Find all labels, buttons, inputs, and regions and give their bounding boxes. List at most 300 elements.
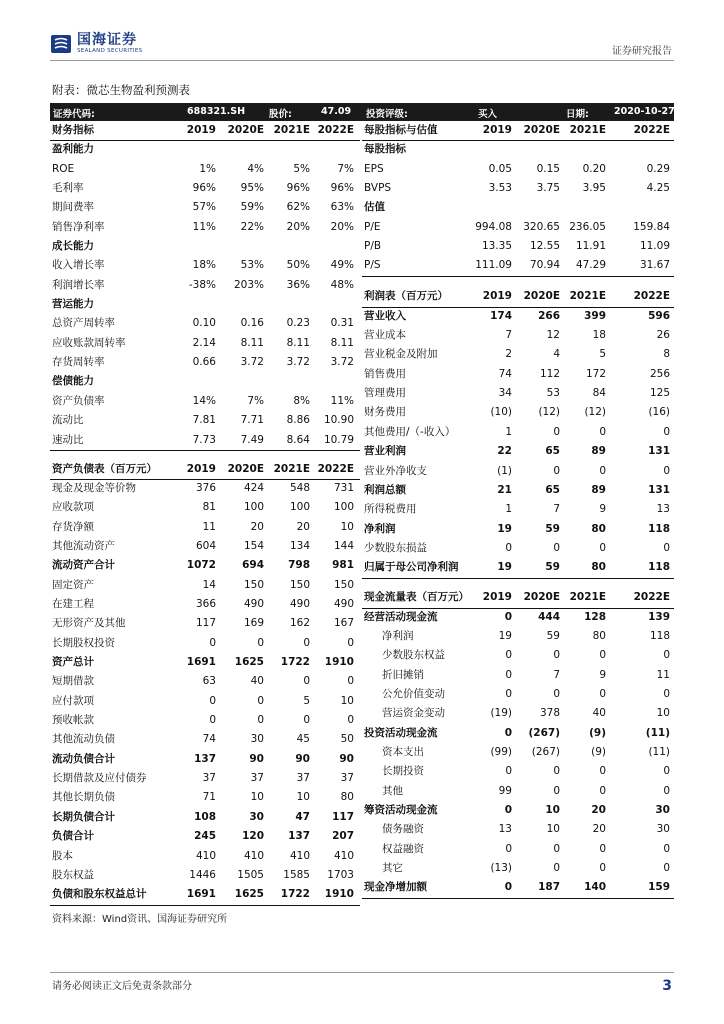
cell-value: (19) [490,707,512,720]
cell-value: 0 [599,765,606,778]
cell-value: 0 [504,804,512,817]
row-label: 现金净增加额 [364,881,427,894]
section-row [362,140,674,159]
table-row [50,334,360,353]
row-label: 流动比 [52,414,84,427]
table-row [362,724,674,743]
cell-value: 10.90 [323,414,354,427]
cell-value: 26 [656,329,670,342]
row-label: 估值 [364,201,385,214]
row-label: 营业外净收支 [364,464,427,477]
row-label: 无形资产及其他 [52,617,126,630]
table-bottom-rule [362,276,674,277]
cell-value: 0 [257,636,264,649]
page-number: 3 [662,978,672,994]
year-header: 2020E [227,124,264,136]
table-row [50,392,360,411]
row-label: P/E [364,220,381,233]
cell-value: 40 [592,707,606,720]
header-rule [50,140,360,141]
year-header: 2021E [569,290,606,303]
table-row [50,750,360,769]
row-label: 预收帐款 [52,714,94,727]
cell-value: 31.67 [639,259,670,272]
table-row [50,672,360,691]
cell-value: 7.71 [240,414,264,427]
cell-value: (10) [490,406,512,419]
row-label: 每股指标 [364,143,406,156]
appendix-title: 附表：微芯生物盈利预测表 [52,83,190,97]
section-row [50,295,360,314]
section-row [362,198,674,217]
cell-value: 34 [498,387,512,400]
cell-value: 604 [195,540,216,552]
cell-value: 12.55 [529,240,560,253]
cell-value: 13 [656,503,670,516]
table-row [362,820,674,839]
row-label: 资产负债率 [52,394,105,407]
cell-value: 1691 [186,656,216,669]
cell-value: 10 [296,791,310,804]
year-header: 2020E [227,462,264,475]
cell-value: 4.25 [646,182,670,195]
row-label: 负债和股东权益总计 [52,888,147,901]
cell-value: 7 [553,668,560,681]
cell-value: 187 [538,881,560,894]
row-label: 股东权益 [52,868,94,881]
cash-flow-table [362,588,674,898]
cell-value: 0 [553,842,560,855]
row-label: 净利润 [382,629,414,642]
table-row [362,840,674,859]
cell-value: 89 [591,483,606,496]
table-row [50,827,360,846]
cell-value: 4 [553,348,560,361]
table-row [50,576,360,595]
table-header-row [50,460,360,479]
table-row [362,539,674,558]
cell-value: 320.65 [523,220,560,233]
cell-value: 1691 [186,888,216,901]
row-label: 应收款项 [52,501,94,514]
cell-value: 0 [209,636,216,649]
cell-value: 95% [240,182,264,195]
cell-value: 0 [599,425,606,438]
row-label: 长期股权投资 [52,636,115,649]
code-value: 688321.SH [187,106,246,117]
cell-value: 3.75 [536,182,560,195]
cell-value: 7.49 [240,433,264,446]
cell-value: 134 [289,540,310,552]
table-row [362,365,674,384]
price-value: 47.09 [321,106,352,117]
cell-value: 10 [340,520,354,533]
cell-value: 0 [553,688,560,701]
cell-value: 14 [202,578,216,591]
cell-value: 410 [289,849,310,862]
table-row [50,431,360,450]
cell-value: -38% [188,278,216,291]
per-share-valuation-table [362,121,674,276]
cell-value: 10 [340,694,354,707]
cell-value: 90 [249,752,264,765]
cell-value: 1% [199,162,216,175]
cell-value: 11.09 [639,240,670,253]
cell-value: 11.91 [575,240,606,253]
year-header: 2021E [569,124,606,136]
row-label: 利润增长率 [52,278,105,291]
cell-value: 11 [656,668,670,681]
cell-value: (11) [645,726,670,739]
cell-value: 50 [340,733,354,746]
year-header: 2022E [317,462,354,475]
cell-value: 162 [289,617,310,630]
row-label: 营业利润 [364,445,406,458]
cell-value: 125 [649,387,670,400]
row-label: 负债合计 [52,830,94,843]
cell-value: 0 [209,694,216,707]
table-row [362,218,674,237]
cell-value: 596 [648,309,670,322]
cell-value: 1910 [324,656,354,669]
cell-value: 0 [553,765,560,778]
cell-value: 11 [202,520,216,533]
table-row [362,500,674,519]
cell-value: 0 [663,649,670,662]
cell-value: 5% [293,162,310,175]
cell-value: 65 [545,483,560,496]
cell-value: 0 [599,784,606,797]
cell-value: 694 [242,559,264,572]
cell-value: 0 [505,765,512,778]
row-label: 成长能力 [52,240,94,253]
cell-value: 159 [648,881,670,894]
cell-value: 96% [330,182,354,195]
year-header: 2022E [633,591,670,604]
cell-value: 0 [663,862,670,875]
cell-value: 366 [195,598,216,611]
cell-value: 9 [599,668,606,681]
row-label: 资本支出 [382,746,424,759]
year-header: 2020E [523,591,560,604]
cell-value: 150 [289,578,310,591]
row-label: 速动比 [52,433,84,446]
cell-value: 0 [663,541,670,554]
cell-value: 1072 [186,559,216,572]
cell-value: (9) [589,726,606,739]
row-label: 盈利能力 [52,143,94,156]
cell-value: 30 [250,733,264,746]
row-label: ROE [52,162,75,175]
row-label: 长期投资 [382,765,424,778]
cell-value: 0 [347,636,354,649]
cell-value: 118 [648,522,670,535]
row-label: 净利润 [364,522,396,535]
cell-value: 0 [663,464,670,477]
cell-value: 19 [498,629,512,642]
cell-value: (267) [528,726,560,739]
table-row [50,218,360,237]
table-row [50,556,360,575]
cell-value: 0 [599,541,606,554]
cell-value: 9 [599,503,606,516]
cell-value: 112 [539,367,560,380]
cell-value: 71 [202,791,216,804]
cell-value: 0 [553,425,560,438]
cell-value: 10 [545,804,560,817]
cell-value: 490 [289,598,310,611]
cell-value: 45 [296,733,310,746]
cell-value: 131 [648,483,670,496]
cell-value: 80 [592,629,606,642]
table-row [362,743,674,762]
cell-value: 981 [332,559,354,572]
table-row [50,885,360,904]
table-row [362,762,674,781]
table-row [50,160,360,179]
cell-value: 266 [538,309,560,322]
cell-value: 0 [599,649,606,662]
year-header: 2019 [482,591,512,604]
cell-value: 0 [505,668,512,681]
cell-value: 89 [591,445,606,458]
cell-value: 80 [591,561,606,574]
cell-value: 70.94 [529,259,560,272]
cell-value: 0.29 [646,162,670,175]
cell-value: 137 [288,830,310,843]
row-label: 流动资产合计 [52,559,115,572]
table-row [50,653,360,672]
cell-value: 118 [648,561,670,574]
cell-value: 37 [202,772,216,785]
cell-value: 0 [599,688,606,701]
cell-value: 120 [242,830,264,843]
cell-value: 59% [240,201,264,214]
table-row [50,353,360,372]
cell-value: 0 [553,464,560,477]
cell-value: 150 [243,578,264,591]
cell-value: 0 [663,688,670,701]
year-header: 2021E [569,591,606,604]
table-bottom-rule [362,578,674,579]
cell-value: 0 [663,765,670,778]
cell-value: 19 [497,561,512,574]
table-row [362,237,674,256]
cell-value: 399 [584,309,606,322]
cell-value: 5 [599,348,606,361]
header-rule [50,479,360,480]
cell-value: 1505 [237,868,264,881]
cell-value: 798 [288,559,310,572]
table-header-row [362,287,674,306]
row-label: 偿债能力 [52,375,94,388]
cell-value: 159.84 [633,220,670,233]
cell-value: (11) [648,746,670,759]
row-label: EPS [364,162,384,175]
cell-value: 53% [240,259,264,272]
row-label: 营运资金变动 [382,707,445,720]
table-row [362,685,674,704]
cell-value: 994.08 [475,220,512,233]
section-row [50,237,360,256]
table-row [362,878,674,897]
cell-value: 57% [192,201,216,214]
table-row [362,442,674,461]
row-label: BVPS [364,182,392,195]
cell-value: 3.72 [286,356,310,369]
cell-value: 0 [505,649,512,662]
row-label: 归属于母公司净利润 [364,561,459,574]
table-row [362,481,674,500]
cell-value: 100 [333,501,354,514]
row-label: 债务融资 [382,823,424,836]
cell-value: 0.20 [582,162,606,175]
cell-value: 0.05 [488,162,512,175]
table-row [362,782,674,801]
cell-value: 7% [247,394,264,407]
cell-value: (9) [591,746,606,759]
table-row [362,256,674,275]
row-label: 少数股东损益 [364,541,427,554]
cell-value: 1910 [324,888,354,901]
year-header: 2021E [273,462,310,475]
cell-value: 37 [340,772,354,785]
cell-value: 8.64 [286,433,310,446]
cell-value: 20 [250,520,264,533]
cell-value: 20% [286,220,310,233]
cell-value: 40 [250,675,264,688]
cell-value: 150 [333,578,354,591]
table-row [362,384,674,403]
year-header: 2020E [523,290,560,303]
cell-value: 3.72 [240,356,264,369]
cell-value: 63 [202,675,216,688]
cell-value: 236.05 [569,220,606,233]
section-row [50,140,360,159]
cell-value: 80 [591,522,606,535]
cell-value: 50% [286,259,310,272]
cell-value: 245 [194,830,216,843]
row-label: 在建工程 [52,598,94,611]
cell-value: 7.73 [192,433,216,446]
cell-value: 0.31 [330,317,354,330]
cell-value: 0 [553,784,560,797]
company-logo [50,30,142,58]
cell-value: 7 [553,503,560,516]
cell-value: 30 [249,810,264,823]
cell-value: 174 [490,309,512,322]
cell-value: 74 [498,367,512,380]
year-header: 2022E [633,290,670,303]
cell-value: 731 [333,481,354,494]
row-label: 营业成本 [364,329,406,342]
cell-value: 410 [333,849,354,862]
cell-value: 140 [584,881,606,894]
row-label: 流动负债合计 [52,752,115,765]
cell-value: 1722 [280,888,310,901]
date-value: 2020-10-27 [614,106,675,117]
cell-value: 8% [293,394,310,407]
table-title: 现金流量表（百万元） [364,591,469,604]
cell-value: 90 [339,752,354,765]
table-bottom-rule [50,905,360,906]
source-note: 资料来源：Wind资讯、国海证券研究所 [52,914,228,925]
cell-value: 30 [655,804,670,817]
cell-value: 7 [505,329,512,342]
table-row [50,692,360,711]
cell-value: 0.10 [192,317,216,330]
cell-value: 0 [504,726,512,739]
cell-value: 1 [505,425,512,438]
cell-value: (99) [490,746,512,759]
row-label: 公允价值变动 [382,688,445,701]
footer-divider [50,972,674,973]
row-label: 经营活动现金流 [364,610,438,623]
row-label: 毛利率 [52,182,84,195]
table-row [362,462,674,481]
cell-value: 8 [663,348,670,361]
cell-value: 0 [303,675,310,688]
row-label: 长期负债合计 [52,810,115,823]
cell-value: 59 [546,629,560,642]
cell-value: 376 [195,481,216,494]
cell-value: 59 [545,561,560,574]
cell-value: 0 [599,842,606,855]
cell-value: 111.09 [475,259,512,272]
row-label: 管理费用 [364,387,406,400]
cell-value: 100 [243,501,264,514]
cell-value: 172 [585,367,606,380]
table-row [362,160,674,179]
cell-value: 1703 [327,868,354,881]
disclaimer-text: 请务必阅读正文后免责条款部分 [52,981,192,992]
cell-value: 1722 [280,656,310,669]
cell-value: 256 [649,367,670,380]
table-row [362,704,674,723]
row-label: 现金及现金等价物 [52,481,136,494]
logo-cn-text: 国海证券 [77,32,137,49]
year-header: 2019 [482,290,512,303]
page-header [50,30,674,58]
price-label: 股价: [269,109,292,120]
cell-value: 0 [504,610,512,623]
cell-value: 0 [663,425,670,438]
row-label: 财务费用 [364,406,406,419]
table-row [362,179,674,198]
row-label: 利润总额 [364,483,406,496]
row-label: 其他费用/（-收入） [364,425,456,438]
cell-value: 10 [250,791,264,804]
header-rule [362,608,674,609]
table-row [362,608,674,627]
cell-value: 1 [505,503,512,516]
cell-value: 490 [243,598,264,611]
cell-value: 48% [330,278,354,291]
cell-value: 20 [591,804,606,817]
cell-value: 2 [505,348,512,361]
table-row [50,614,360,633]
row-label: 存货净额 [52,520,94,533]
cell-value: 96% [192,182,216,195]
table-row [50,730,360,749]
cell-value: 80 [340,791,354,804]
cell-value: 8.11 [286,336,310,349]
cell-value: 7.81 [192,414,216,427]
cell-value: 19 [497,522,512,535]
table-header-row [362,121,674,140]
cell-value: 22% [240,220,264,233]
row-label: 所得税费用 [364,503,417,516]
